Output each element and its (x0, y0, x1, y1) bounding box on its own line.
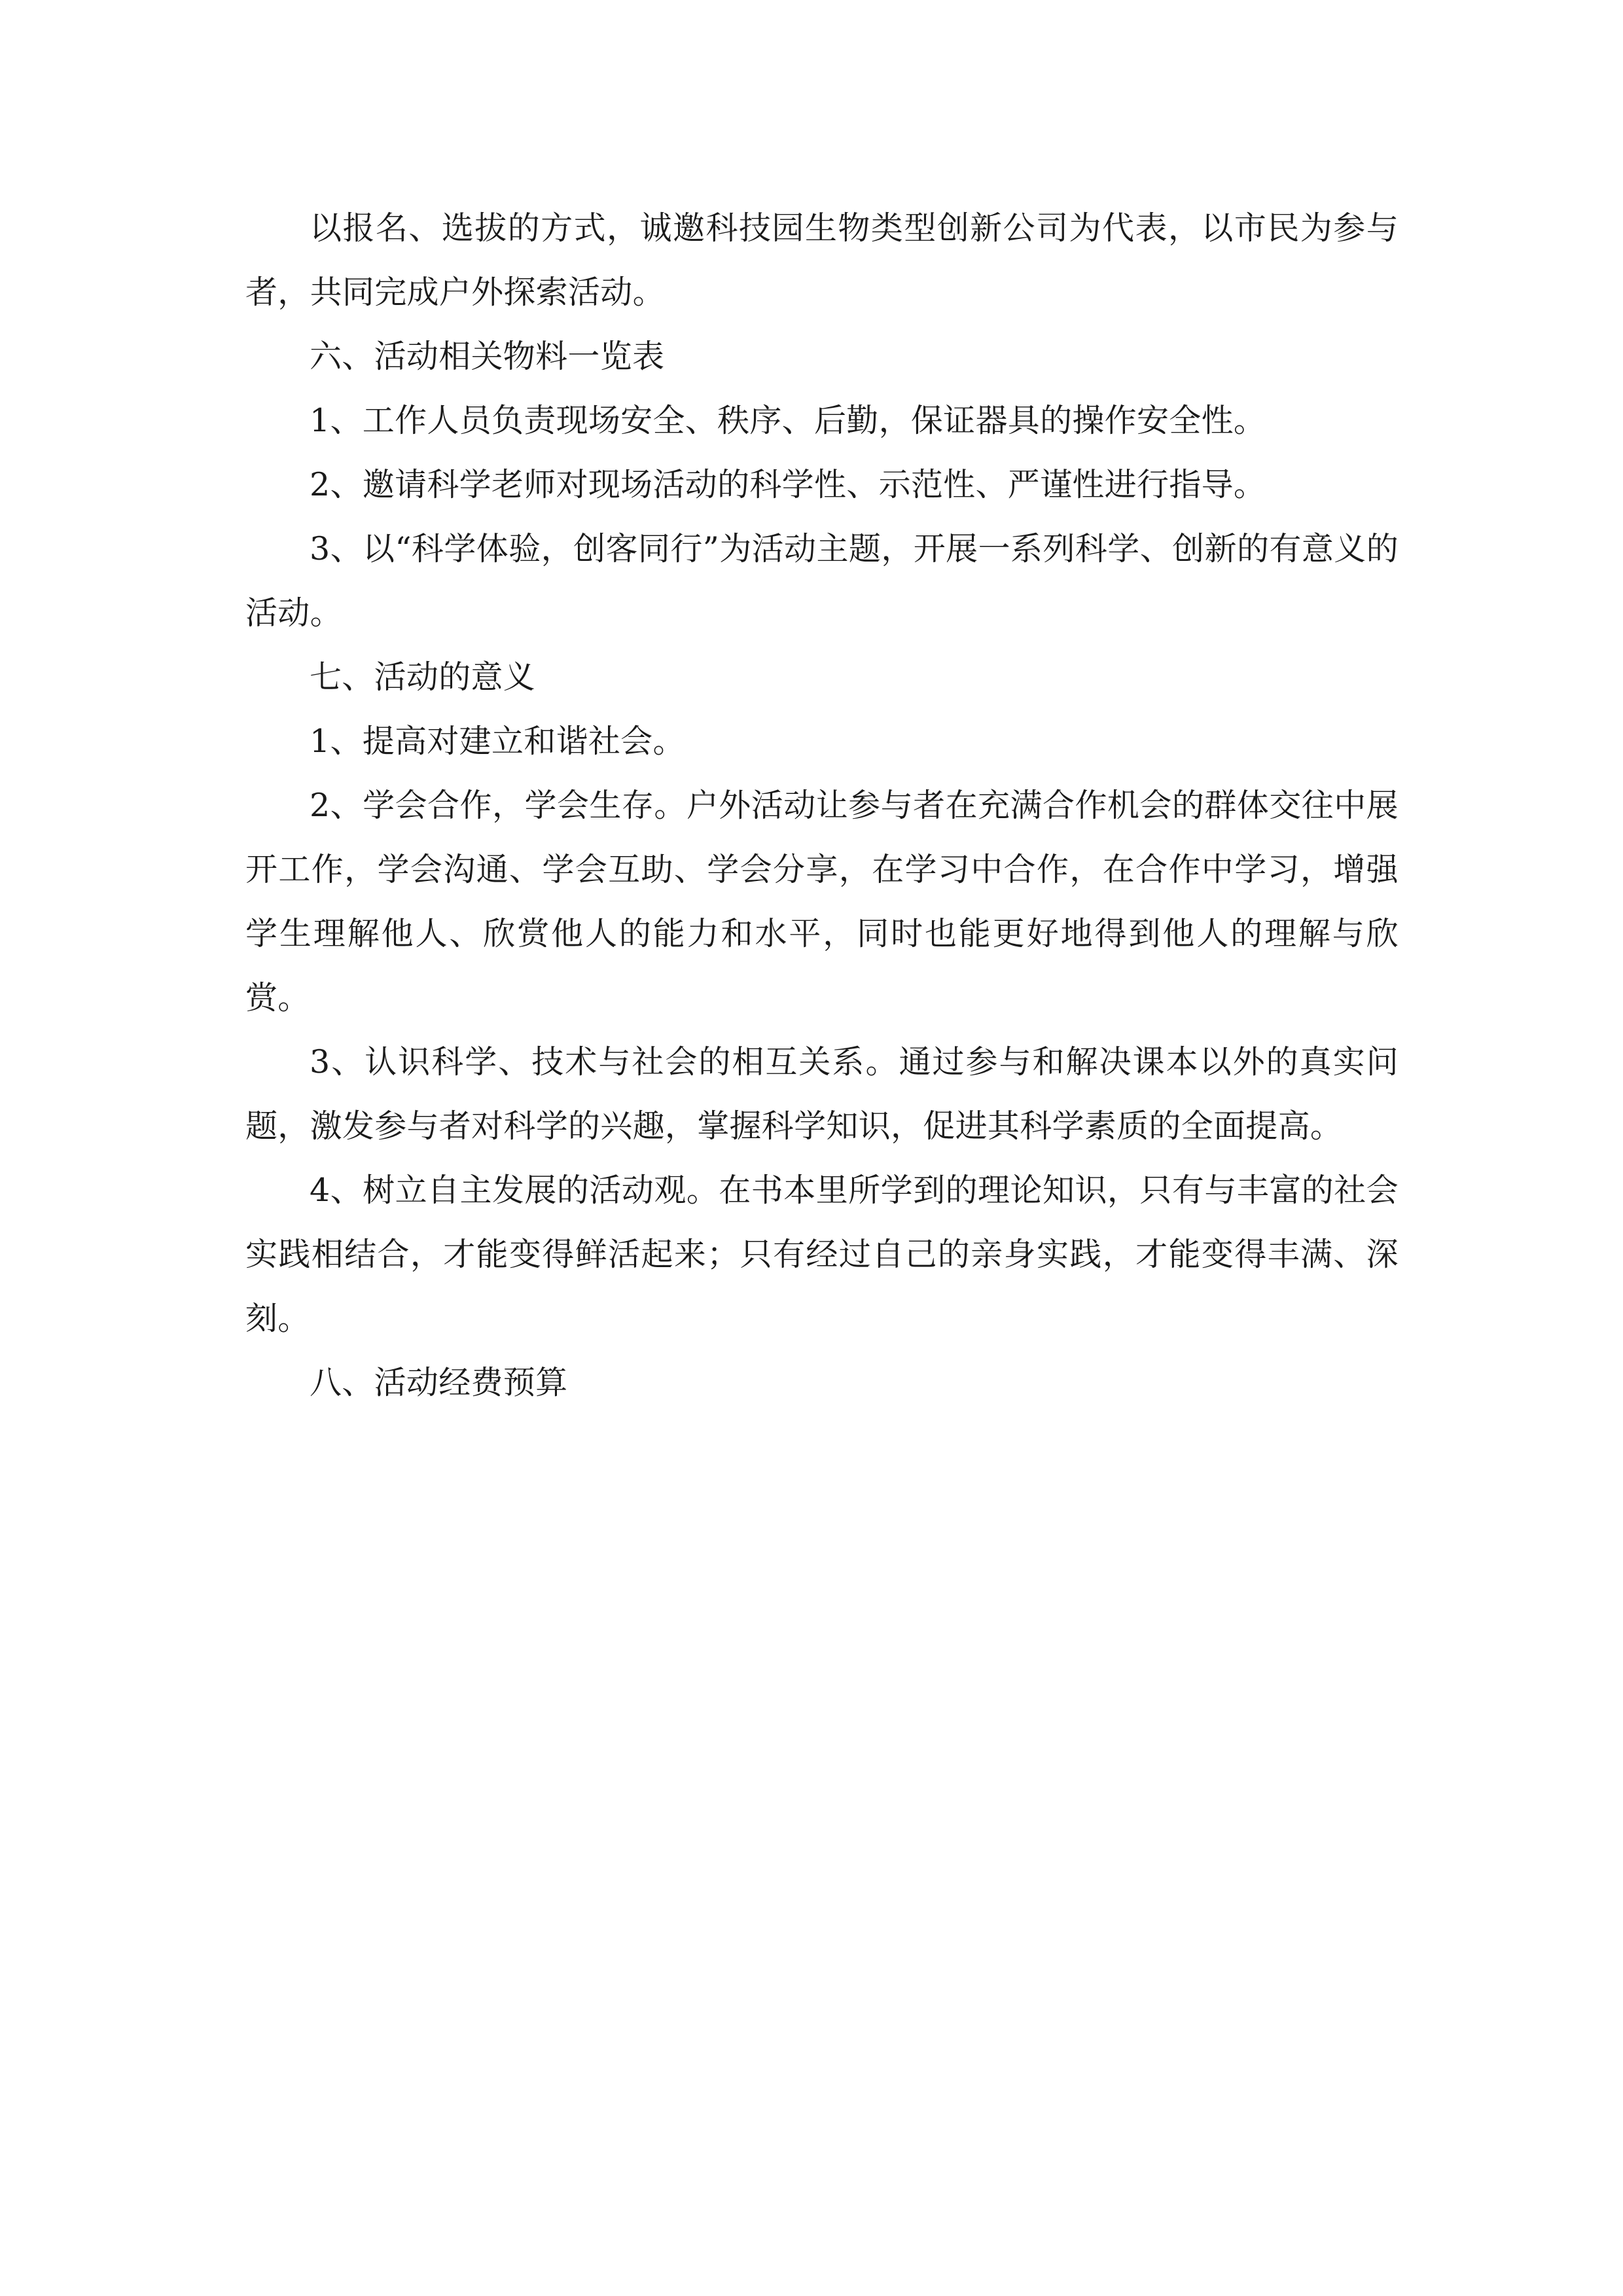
list-item: 3、以“科学体验，创客同行”为活动主题，开展一系列科学、创新的有意义的活动。 (245, 530, 1399, 632)
list-item: 1、工作人员负责现场安全、秩序、后勤，保证器具的操作安全性。 (310, 402, 1266, 439)
list-item: 2、学会合作，学会生存。户外活动让参与者在充满合作机会的群体交往中展开工作，学会沟通、学会互助、学会分享，在学习中合作，在合作中学习，增强学生理解他人、欣赏他人的能力和水平，同时也能更好地得到他人的理解与欣赏。 (245, 787, 1399, 1016)
list-item: 4、树立自主发展的活动观。在书本里所学到的理论知识，只有与丰富的社会实践相结合，才能变得鲜活起来；只有经过自己的亲身实践，才能变得丰满、深刻。 (245, 1172, 1399, 1337)
section-heading-materials: 六、活动相关物料一览表 (310, 338, 665, 375)
section-heading-significance: 七、活动的意义 (310, 658, 536, 696)
list-item: 3、认识科学、技术与社会的相互关系。通过参与和解决课本以外的真实问题，激发参与者对科学的兴趣，掌握科学知识，促进其科学素质的全面提高。 (245, 1043, 1399, 1145)
list-item: 2、邀请科学老师对现场活动的科学性、示范性、严谨性进行指导。 (310, 466, 1266, 503)
paragraph-invitation: 以报名、选拔的方式，诚邀科技园生物类型创新公司为代表，以市民为参与者，共同完成户外探索活动。 (245, 209, 1399, 311)
list-item: 1、提高对建立和谐社会。 (310, 723, 685, 760)
section-heading-budget: 八、活动经费预算 (310, 1364, 568, 1401)
document-body (245, 196, 1399, 1415)
